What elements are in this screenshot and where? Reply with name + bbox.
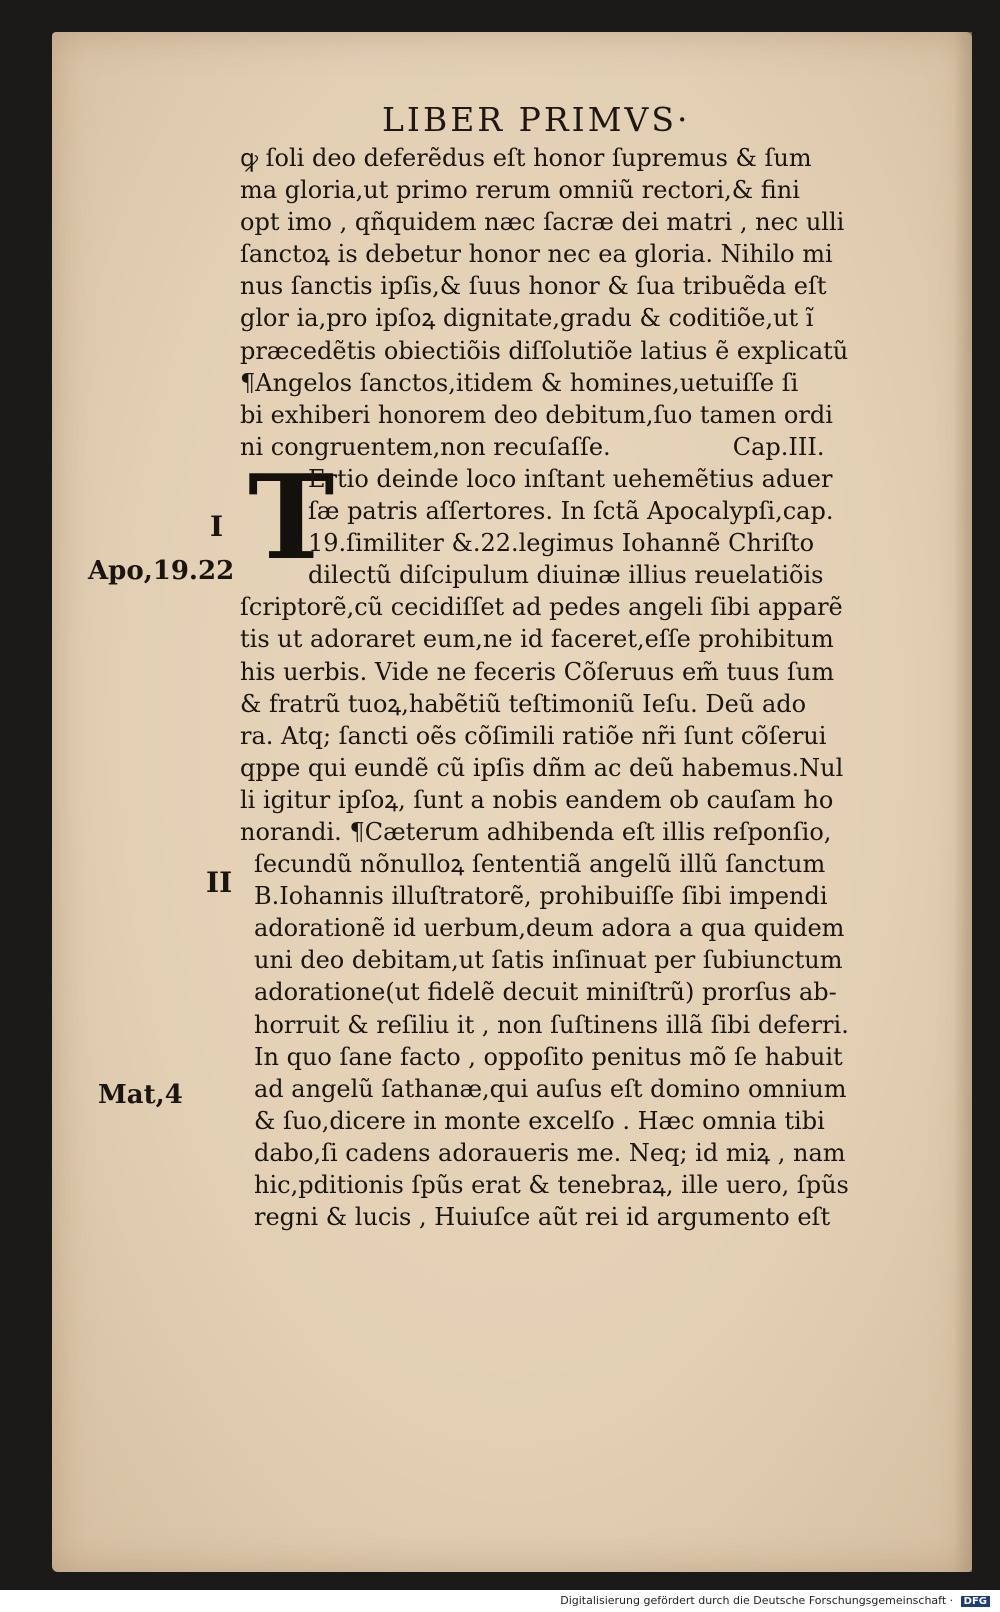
margin-note-numeral-1: I	[210, 510, 224, 543]
text-line: dabo,ſi cadens adoraueris me. Neq; id miꝝ , nam	[254, 1138, 846, 1167]
text-line: ſcriptorẽ,cũ cecidiſſet ad pedes angeli ſibi apparẽ	[240, 593, 843, 622]
running-head: LIBER PRIMVS·	[382, 100, 691, 139]
text-line: ſecundũ nõnulloꝝ ſententiã angelũ illũ ſanctum	[254, 850, 826, 879]
text-line: B.Iohannis illuſtratorẽ, prohibuiſſe ſibi impendi	[254, 882, 828, 911]
text-line: uni deo debitam,ut ſatis inſinuat per ſubiunctum	[254, 946, 843, 975]
text-line: tis ut adoraret eum,ne id faceret,eſſe prohibitum	[240, 625, 834, 654]
text-line: regni & lucis , Huiuſce aũt rei id argumento eſt	[254, 1203, 831, 1232]
text-line: & fratrũ tuoꝝ,habẽtiũ teſtimoniũ Ieſu. Deũ ado	[240, 689, 807, 718]
text-line: ma gloria,ut primo rerum omniũ rectori,& fini	[240, 176, 800, 205]
digitization-credit	[0, 1594, 990, 1607]
margin-note-matthew-ref: Mat,4	[98, 1080, 183, 1110]
text-line: ꝙ ſoli deo deferẽdus eſt honor ſupremus & ſum	[240, 144, 812, 172]
text-line: hic,pditionis ſpũs erat & tenebraꝝ, ille uero, ſpũs	[254, 1171, 849, 1199]
text-line: bi exhiberi honorem deo debitum,ſuo tamen ordi	[240, 400, 833, 429]
margin-note-apocalypse-ref: Apo,19.22	[88, 556, 235, 586]
text-line: & ſuo,dicere in monte excelſo . Hæc omnia tibi	[254, 1106, 825, 1135]
text-line: nus ſanctis ipſis,& ſuus honor & ſua tribuẽda eſt	[240, 272, 827, 301]
text-line: ſanctoꝝ is debetur honor nec ea gloria. Nihilo mi	[240, 240, 833, 269]
drop-cap-initial: T	[248, 450, 335, 586]
text-line: his uerbis. Vide ne feceris Cõſeruus em̃ tuus ſum	[240, 657, 835, 686]
text-line: li igitur ipſoꝝ, ſunt a nobis eandem ob cauſam ho	[240, 785, 834, 814]
main-text-block	[240, 142, 910, 1233]
page-edge-shadow	[954, 32, 972, 1572]
chapter-heading-line: ni congruentem,non recuſaſſe. Cap.III.	[240, 432, 825, 461]
dfg-logo: DFG	[961, 1596, 990, 1607]
text-line: ra. Atq; ſancti oẽs cõſimili ratiõe nr̃i ſunt cõſerui	[240, 721, 827, 750]
text-line: glor ia,pro ipſoꝝ dignitate,gradu & coditiõe,ut ĩ	[240, 304, 814, 333]
text-line: Ertio deinde loco inſtant uehemẽtius aduer	[308, 464, 833, 493]
text-line: ſæ patris aſſertores. In ſctã Apocalypſi,cap.	[308, 497, 834, 526]
text-line: norandi. ¶Cæterum adhibenda eſt illis reſponſio,	[240, 817, 832, 846]
text-line: opt imo , qñquidem næc ſacræ dei matri , nec ulli	[240, 208, 845, 237]
text-line: qppe qui eundẽ cũ ipſis dñm ac deũ habemus.Nul	[240, 753, 844, 782]
text-line: dilectũ diſcipulum diuinæ illius reuelatiõis	[308, 561, 824, 590]
text-line: adorationẽ id uerbum,deum adora a qua quidem	[254, 914, 845, 943]
text-line: ¶Angelos ſanctos,itidem & homines,uetuiſſe ſi	[240, 368, 799, 397]
text-line: ad angelũ ſathanæ,qui auſus eſt domino omnium	[254, 1074, 847, 1103]
text-line: In quo ſane facto , oppoſito penitus mõ ſe habuit	[254, 1042, 843, 1071]
text-line: adoratione(ut fidelẽ decuit miniſtrũ) prorſus ab-	[254, 978, 837, 1007]
text-line: præcedẽtis obiectiõis diſſolutiõe latius ẽ explicatũ	[240, 336, 849, 365]
margin-note-numeral-2: II	[206, 866, 233, 899]
credit-text: Digitalisierung gefördert durch die Deutsche Forschungsgemeinschaft ·	[560, 1594, 954, 1607]
text-line: horruit & reſiliu it , non ſuſtinens illã ſibi deferri.	[254, 1010, 849, 1039]
text-line: 19.ſimiliter &.22.legimus Iohannẽ Chriſto	[308, 529, 815, 558]
